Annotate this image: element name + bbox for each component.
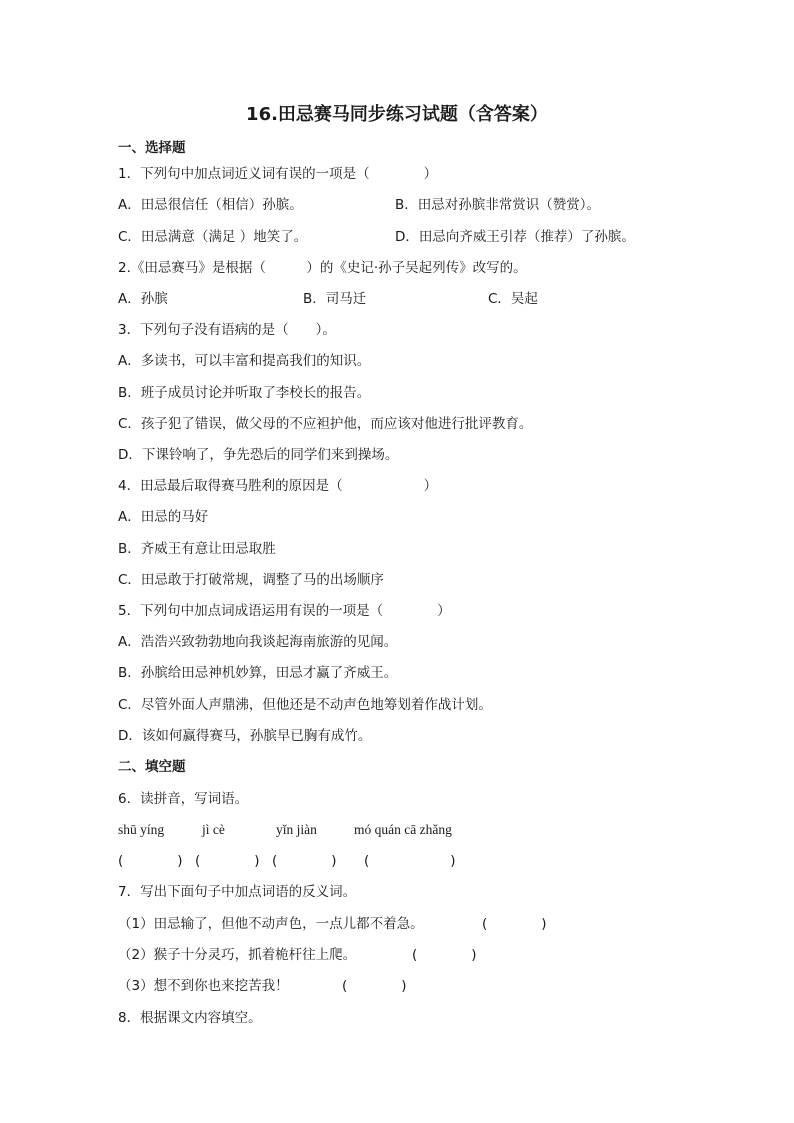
q5-option-c: C．尽管外面人声鼎沸，但他还是不动声色地筹划着作战计划。 [118,697,492,713]
q7-blank-3[interactable]: ( ) [342,978,407,994]
q6-blank-1[interactable]: ( ) [118,853,183,869]
q1-option-b: B．田忌对孙膑非常赏识（赞赏）。 [395,197,601,213]
q5-option-a: A．浩浩兴致勃勃地向我谈起海南旅游的见闻。 [118,634,398,650]
q4-option-b: B．齐威王有意让田忌取胜 [118,541,276,557]
q1-stem: 1．下列句中加点词近义词有误的一项是（ ） [118,166,438,182]
q5-option-b: B．孙膑给田忌神机妙算，田忌才赢了齐威王。 [118,665,398,681]
q7-item-1: （1）田忌输了，但他不动声色，一点儿都不着急。 [118,916,424,932]
q4-option-a: A．田忌的马好 [118,509,209,525]
q6-pinyin-2: jì cè [202,822,225,837]
page-title: 16.田忌赛马同步练习试题（含答案） [246,104,548,125]
q6-pinyin-1: shū yíng [118,822,165,837]
q6-pinyin-4: mó quán cā zhǎng [354,822,452,837]
q5-option-d: D．该如何赢得赛马，孙膑早已胸有成竹。 [118,728,372,744]
q2-option-b: B．司马迁 [303,291,367,307]
q1-option-c: C．田忌满意（满足 ）地笑了。 [118,229,308,245]
q7-stem: 7．写出下面句子中加点词语的反义词。 [118,884,357,900]
q2-option-a: A．孙膑 [118,291,168,307]
q4-stem: 4．田忌最后取得赛马胜利的原因是（ ） [118,478,438,494]
q3-option-a: A．多读书，可以丰富和提高我们的知识。 [118,353,371,369]
q7-item-3: （3）想不到你也来挖苦我！ [118,978,289,994]
q6-blank-2[interactable]: ( ) [195,853,260,869]
q8-stem: 8．根据课文内容填空。 [118,1010,262,1026]
q1-option-a: A．田忌很信任（相信）孙膑。 [118,197,303,213]
q7-blank-2[interactable]: ( ) [412,947,477,963]
q2-stem: 2.《田忌赛马》是根据（ ）的《史记·孙子吴起列传》改写的。 [118,260,527,276]
q2-option-c: C．吴起 [488,291,538,307]
q6-stem: 6．读拼音，写词语。 [118,791,249,807]
q3-option-d: D．下课铃响了，争先恐后的同学们来到操场。 [118,447,399,463]
section-heading-choice: 一、选择题 [118,140,186,156]
q1-option-d: D．田忌向齐威王引荐（推荐）了孙膑。 [395,229,635,245]
q6-blank-4[interactable]: ( ) [364,853,456,869]
q6-pinyin-3: yǐn jiàn [276,822,317,837]
q3-option-c: C．孩子犯了错误，做父母的不应袒护他，而应该对他进行批评教育。 [118,416,533,432]
q6-blank-3[interactable]: ( ) [272,853,337,869]
q3-option-b: B．班子成员讨论并听取了李校长的报告。 [118,385,371,401]
section-heading-fill: 二、填空题 [118,759,186,775]
q7-item-2: （2）猴子十分灵巧，抓着桅杆往上爬。 [118,947,357,963]
q4-option-c: C．田忌敢于打破常规，调整了马的出场顺序 [118,572,384,588]
q3-stem: 3．下列句子没有语病的是（ ）。 [118,322,336,338]
q5-stem: 5．下列句中加点词成语运用有误的一项是（ ） [118,603,451,619]
q7-blank-1[interactable]: ( ) [482,916,547,932]
